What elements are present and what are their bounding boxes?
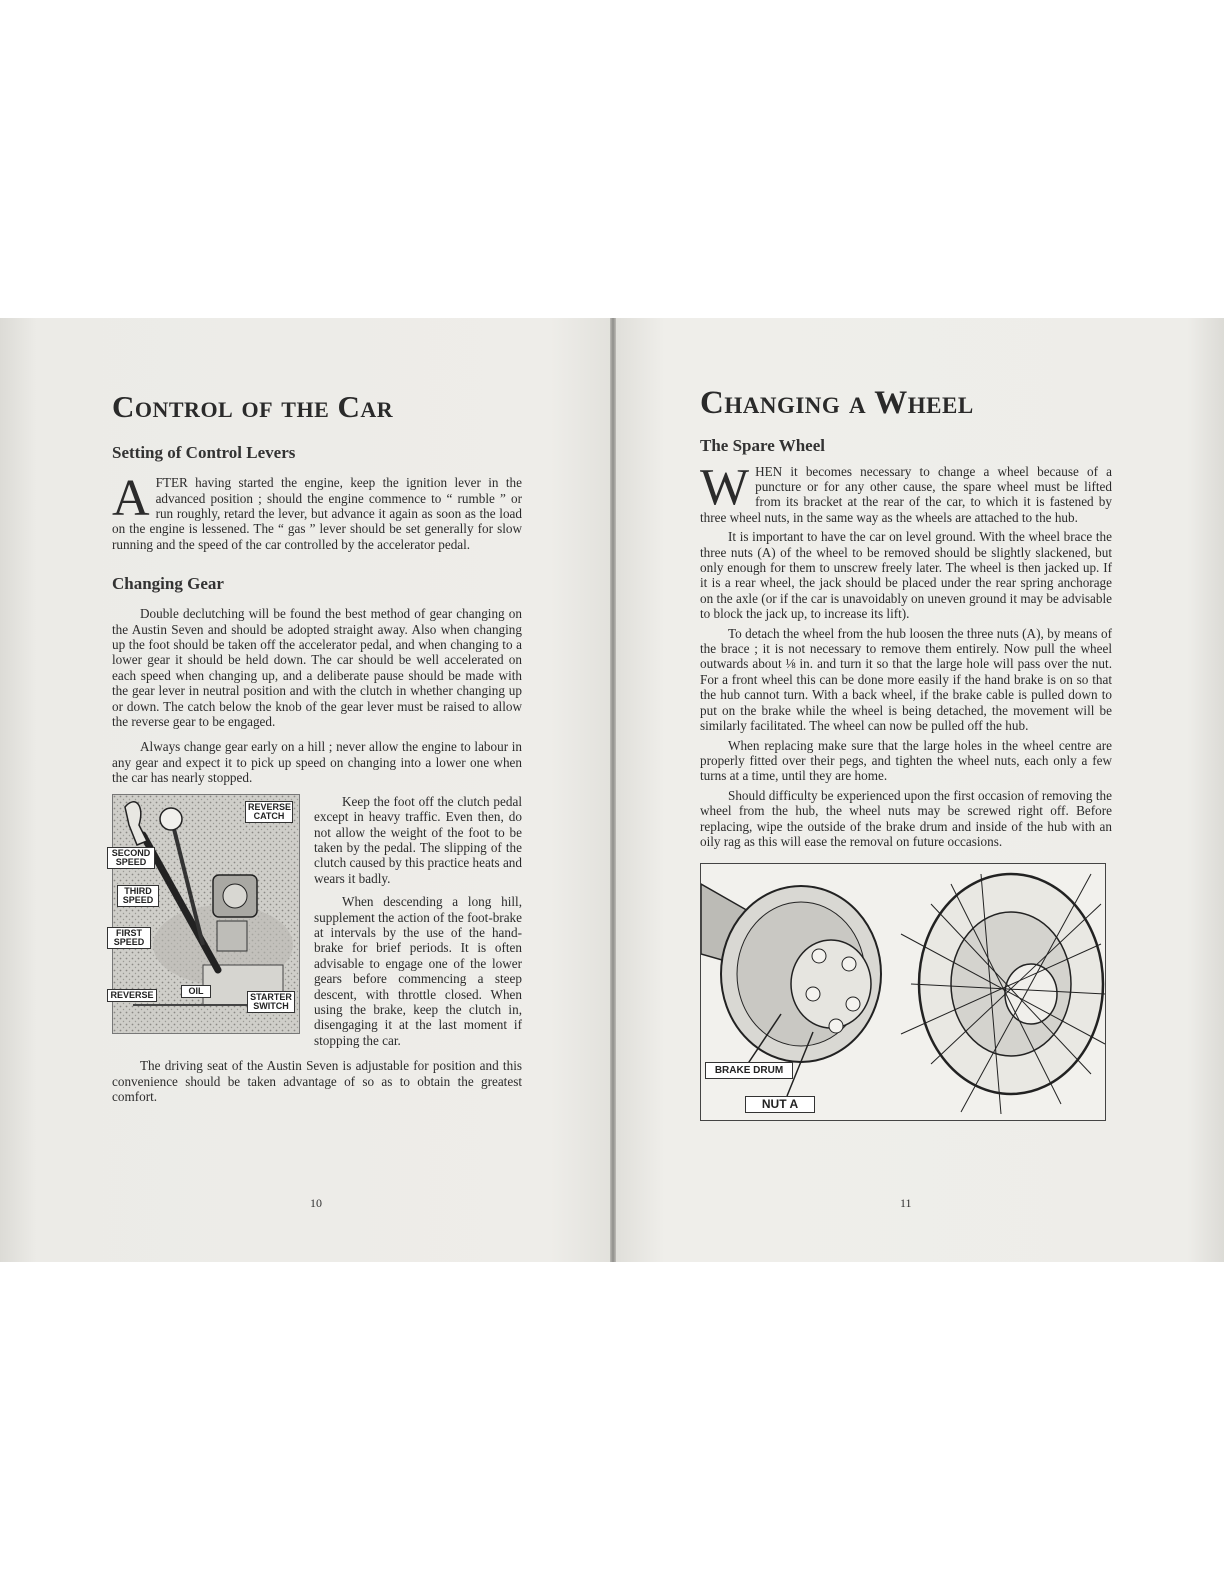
label-nut-a: NUT A [745,1096,815,1113]
left-page-number: 10 [310,1196,322,1210]
right-page-content [700,384,1112,1121]
wheel-paragraph-4: Should difficulty be experienced upon the first occasion of removing the wheel from the hub, the wheel nuts may be screwed right off. Before replacing, wipe the outside of the brake drum and inside of the hub with an oily rag as this will ease the removal on future occasions. [700,787,1112,849]
gear-paragraph-3: Keep the foot off the clutch pedal except in heavy traffic. Even then, do not allow the weight of the foot to be taken by the pedal. The slipping of the clutch caused by this practice heats and wears it badly. [314,793,522,886]
section-heading-changing-gear: Changing Gear [112,574,224,594]
gear-paragraph-1: Double declutching will be found the best method of gear changing on the Austin Seven and should be adopted straight away. Also when changing up the foot should be taken off the accelerator pedal, and when changing to a lower gear it should be held down. The car should be well accelerated on each speed when changing up, and a deliberate pause should be made with the gear lever in neutral position and with the clutch in whether changing up or down. The catch below the knob of the gear lever must be raised to allow the reverse gear to be engaged. [112,606,522,730]
spare-wheel-text: HEN it becomes necessary to change a wheel because of a puncture or for any other cause, the spare wheel must be lifted from its bracket at the rear of the car, to which it is fastened by three wheel nuts, in the same way as the wheels are attached to the hub. [700,463,1112,525]
label-second-speed: SECOND SPEED [107,847,155,869]
wheel-hub-illustration [700,863,1106,1121]
book-spread [0,318,1224,1262]
section-heading-spare-wheel: The Spare Wheel [700,435,825,455]
gear-paragraph-5: The driving seat of the Austin Seven is adjustable for position and this convenience should be taken advantage of so as to obtain the greatest comfort. [112,1058,522,1104]
left-page-content [112,388,522,1108]
section-heading-control-levers: Setting of Control Levers [112,443,296,463]
label-brake-drum: BRAKE DRUM [705,1062,793,1079]
control-levers-text: FTER having started the engine, keep the ignition lever in the advanced position ; should the engine commence to “ rumble ” or run roughly, retard the lever, but advance it again as soon as the load on the engine is lessened. The “ gas ” lever should be set generally for slow running and the speed of the car controlled by the accelerator pedal. [112,475,522,552]
wheel-paragraph-2: To detach the wheel from the hub loosen the three nuts (A), by means of the brace ; it is not necessary to remove them entirely. Now pull the wheel outwards about ⅛ in. and turn it so that the large hole will pass over the nut. For a front wheel this can be done more easily if the hand brake is on so that the hub cannot turn. With a back wheel, if the brake cable is pulled down to put on the brake while the wheel is being detached, the movement will be similarly facilitated. The wheel can now be pulled off the hub. [700,625,1112,734]
gear-paragraph-2: Always change gear early on a hill ; never allow the engine to labour in any gear and expect it to pick up speed on changing into a lower one when the car has nearly stopped. [112,739,522,786]
label-oil: OIL [181,985,211,998]
left-page [0,318,612,1262]
gear-lever-illustration [112,794,300,1034]
wheel-paragraph-3: When replacing make sure that the large holes in the wheel centre are properly fitted over their pegs, and tighten the wheel nuts, each only a few turns at a time, until they are home. [700,737,1112,784]
dropcap-a: A [112,470,150,528]
wheel-paragraph-1: It is important to have the car on level ground. With the wheel brace the three nuts (A) of the wheel to be removed should be slightly slackened, but only enough for them to unscrew freely later. The wheel is then jacked up. If it is a rear wheel, the jack should be placed under the rear spring anchorage on the axle (or if the car is unavoidably on uneven ground it may be advisable to block the jack up, to increase its lift). [700,529,1112,622]
label-reverse: REVERSE [107,989,157,1002]
control-levers-paragraph [112,470,522,552]
label-reverse-catch: REVERSE CATCH [245,801,293,823]
label-first-speed: FIRST SPEED [107,927,151,949]
gear-paragraph-4: When descending a long hill, supplement the action of the foot-brake at intervals by the use of the hand-brake for brief periods. It is often advisable to engage one of the lower gears before commencing a steep descent, with throttle closed. When using the brake, keep the clutch in, disengaging it at the last moment if stopping the car. [314,894,522,1048]
label-starter-switch: STARTER SWITCH [247,991,295,1013]
label-third-speed: THIRD SPEED [117,885,159,907]
right-page-number: 11 [900,1196,912,1210]
dropcap-w: W [700,458,750,516]
spare-wheel-paragraph [700,458,1112,526]
right-page-title: Changing a Wheel [700,385,974,421]
left-page-title: Control of the Car [112,389,394,424]
right-page [616,318,1224,1262]
wheel-hub-drawing [701,864,1105,1120]
